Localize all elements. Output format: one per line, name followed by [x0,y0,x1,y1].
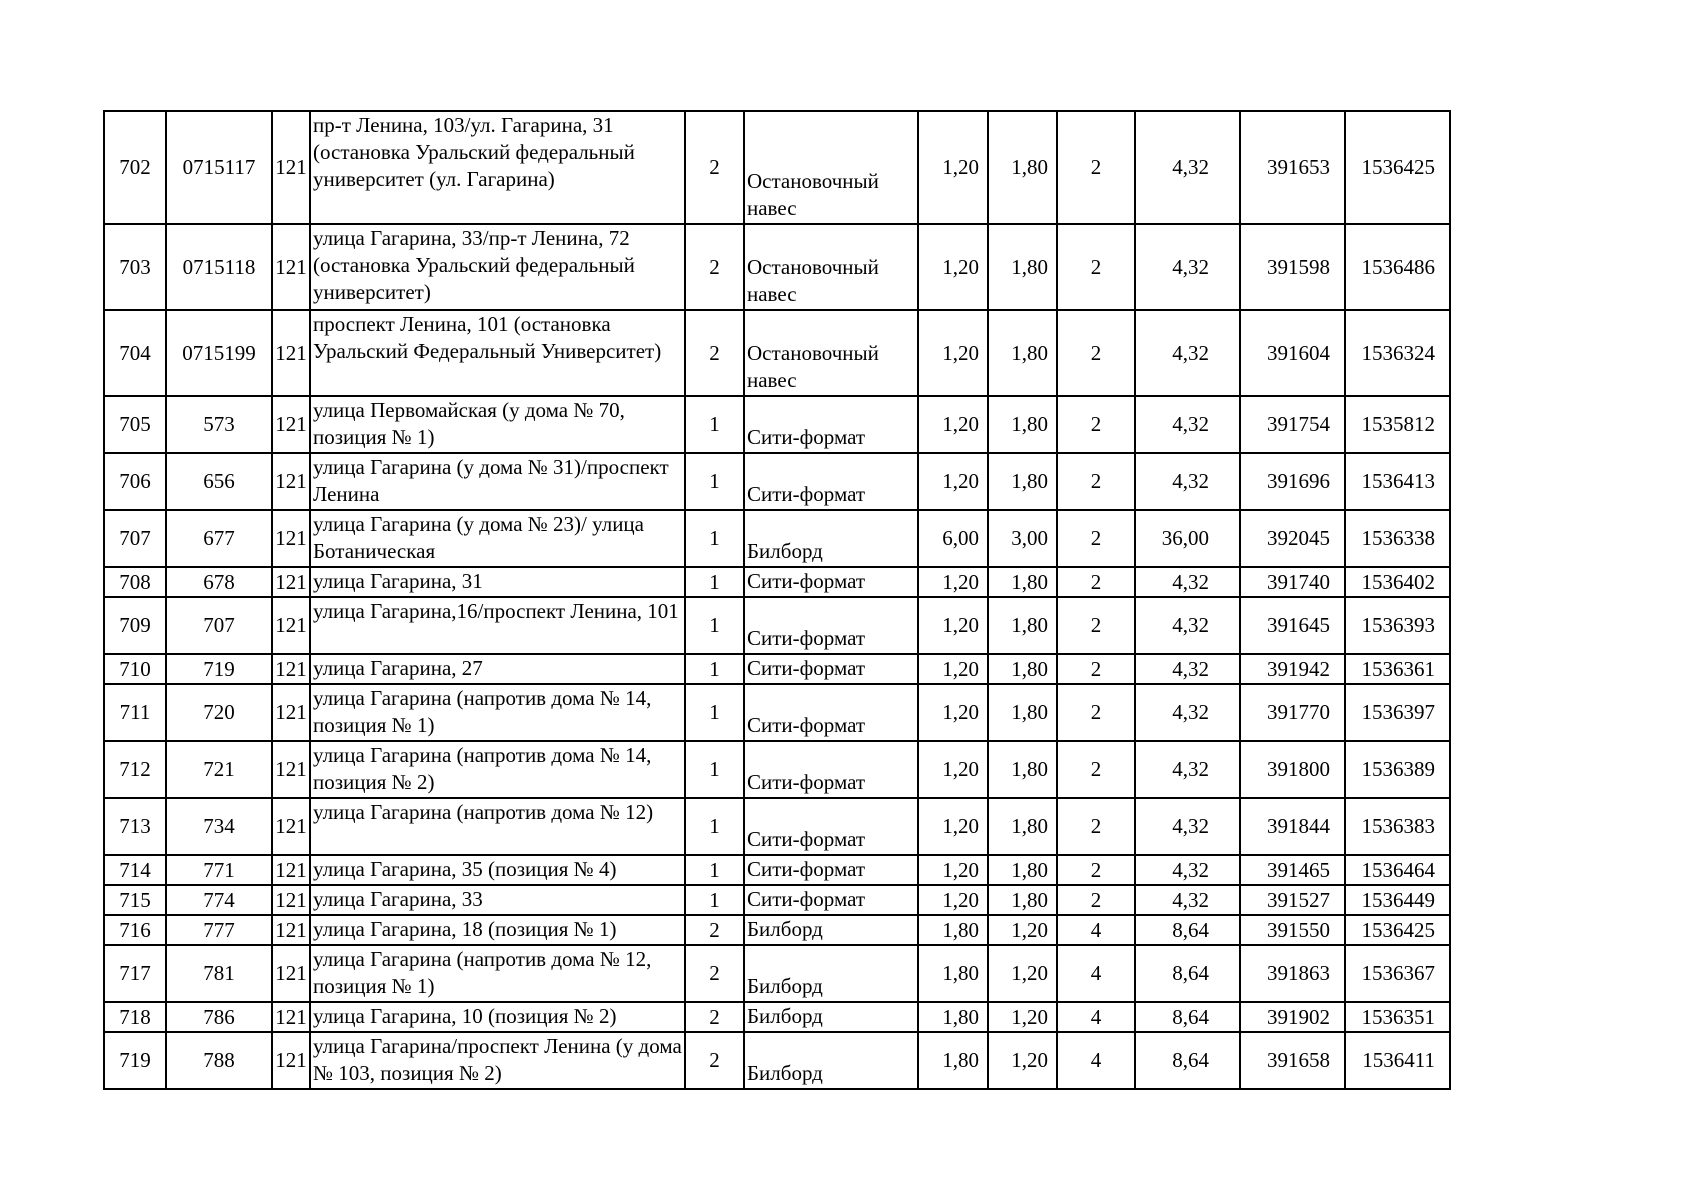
address-cell: улица Гагарина/проспект Ленина (у дома № 103, позиция № 2) [310,1032,685,1089]
row-number-cell: 714 [104,855,166,885]
structure-id-cell: 0715118 [166,224,272,310]
coordinate-x-cell: 391800 [1240,741,1345,798]
coordinate-y-cell: 1536393 [1345,597,1450,654]
coordinate-x-cell: 391645 [1240,597,1345,654]
table-row [104,684,1450,741]
zone-code-cell: 121 [272,1002,310,1032]
quantity-cell: 2 [1057,111,1135,224]
address-cell: улица Гагарина, 31 [310,567,685,597]
width-cell: 1,20 [918,741,988,798]
zone-code-cell: 121 [272,885,310,915]
width-cell: 1,20 [918,855,988,885]
address-cell: улица Гагарина, 33/пр-т Ленина, 72 (остановка Уральский федеральный университет) [310,224,685,310]
coordinate-x-cell: 391658 [1240,1032,1345,1089]
row-number-cell: 709 [104,597,166,654]
structure-id-cell: 678 [166,567,272,597]
sides-count-cell: 1 [685,567,744,597]
address-cell: улица Первомайская (у дома № 70, позиция № 1) [310,396,685,453]
structure-id-cell: 677 [166,510,272,567]
row-number-cell: 712 [104,741,166,798]
table-row [104,597,1450,654]
structure-type-cell: Сити-формат [744,684,918,741]
table-row [104,741,1450,798]
row-number-cell: 704 [104,310,166,396]
structure-id-cell: 721 [166,741,272,798]
area-cell: 8,64 [1135,1002,1240,1032]
height-cell: 1,80 [988,684,1057,741]
table-row [104,1002,1450,1032]
quantity-cell: 2 [1057,798,1135,855]
advertising-structures-table [103,110,1451,1090]
zone-code-cell: 121 [272,654,310,684]
coordinate-y-cell: 1536425 [1345,111,1450,224]
address-cell: улица Гагарина, 33 [310,885,685,915]
area-cell: 8,64 [1135,945,1240,1002]
structure-type-cell: Остановочный навес [744,310,918,396]
table-row [104,945,1450,1002]
address-cell: улица Гагарина, 18 (позиция № 1) [310,915,685,945]
zone-code-cell: 121 [272,945,310,1002]
structure-type-cell: Сити-формат [744,597,918,654]
table-row [104,111,1450,224]
row-number-cell: 716 [104,915,166,945]
coordinate-x-cell: 391653 [1240,111,1345,224]
structure-type-cell: Сити-формат [744,798,918,855]
width-cell: 1,20 [918,453,988,510]
sides-count-cell: 1 [685,741,744,798]
quantity-cell: 2 [1057,855,1135,885]
zone-code-cell: 121 [272,224,310,310]
quantity-cell: 2 [1057,310,1135,396]
zone-code-cell: 121 [272,1032,310,1089]
structure-id-cell: 777 [166,915,272,945]
structure-type-cell: Сити-формат [744,396,918,453]
sides-count-cell: 1 [685,597,744,654]
coordinate-x-cell: 391942 [1240,654,1345,684]
coordinate-x-cell: 391604 [1240,310,1345,396]
quantity-cell: 2 [1057,224,1135,310]
coordinate-y-cell: 1536464 [1345,855,1450,885]
structure-type-cell: Билборд [744,945,918,1002]
zone-code-cell: 121 [272,855,310,885]
table-row [104,855,1450,885]
structure-type-cell: Сити-формат [744,567,918,597]
row-number-cell: 717 [104,945,166,1002]
height-cell: 1,80 [988,224,1057,310]
coordinate-y-cell: 1536338 [1345,510,1450,567]
width-cell: 1,20 [918,798,988,855]
area-cell: 36,00 [1135,510,1240,567]
address-cell: улица Гагарина, 27 [310,654,685,684]
quantity-cell: 2 [1057,654,1135,684]
table-row [104,915,1450,945]
width-cell: 1,20 [918,885,988,915]
address-cell: улица Гагарина, 35 (позиция № 4) [310,855,685,885]
coordinate-x-cell: 391740 [1240,567,1345,597]
structure-id-cell: 786 [166,1002,272,1032]
row-number-cell: 702 [104,111,166,224]
coordinate-y-cell: 1536425 [1345,915,1450,945]
row-number-cell: 707 [104,510,166,567]
quantity-cell: 2 [1057,510,1135,567]
address-cell: улица Гагарина (напротив дома № 14, позиция № 2) [310,741,685,798]
height-cell: 1,80 [988,855,1057,885]
structure-type-cell: Сити-формат [744,654,918,684]
address-cell: пр-т Ленина, 103/ул. Гагарина, 31 (остановка Уральский федеральный университет (ул. Гагарина) [310,111,685,224]
height-cell: 1,80 [988,396,1057,453]
zone-code-cell: 121 [272,111,310,224]
height-cell: 1,80 [988,310,1057,396]
address-cell: улица Гагарина (у дома № 31)/проспект Ленина [310,453,685,510]
quantity-cell: 2 [1057,885,1135,915]
row-number-cell: 706 [104,453,166,510]
height-cell: 1,20 [988,1002,1057,1032]
quantity-cell: 2 [1057,396,1135,453]
area-cell: 4,32 [1135,684,1240,741]
structure-id-cell: 573 [166,396,272,453]
coordinate-y-cell: 1536367 [1345,945,1450,1002]
sides-count-cell: 1 [685,396,744,453]
area-cell: 4,32 [1135,453,1240,510]
row-number-cell: 703 [104,224,166,310]
structure-type-cell: Билборд [744,1032,918,1089]
zone-code-cell: 121 [272,310,310,396]
coordinate-x-cell: 391527 [1240,885,1345,915]
row-number-cell: 705 [104,396,166,453]
sides-count-cell: 2 [685,111,744,224]
coordinate-x-cell: 391902 [1240,1002,1345,1032]
width-cell: 1,20 [918,396,988,453]
coordinate-y-cell: 1536486 [1345,224,1450,310]
structure-id-cell: 774 [166,885,272,915]
address-cell: улица Гагарина (напротив дома № 12) [310,798,685,855]
zone-code-cell: 121 [272,597,310,654]
area-cell: 4,32 [1135,597,1240,654]
height-cell: 1,80 [988,111,1057,224]
coordinate-y-cell: 1536351 [1345,1002,1450,1032]
height-cell: 1,80 [988,453,1057,510]
sides-count-cell: 1 [685,453,744,510]
width-cell: 1,20 [918,111,988,224]
width-cell: 1,80 [918,1032,988,1089]
structure-id-cell: 656 [166,453,272,510]
table-row [104,654,1450,684]
sides-count-cell: 2 [685,1002,744,1032]
table-row [104,453,1450,510]
address-cell: проспект Ленина, 101 (остановка Уральский Федеральный Университет) [310,310,685,396]
coordinate-y-cell: 1536324 [1345,310,1450,396]
area-cell: 4,32 [1135,310,1240,396]
sides-count-cell: 2 [685,224,744,310]
structure-id-cell: 771 [166,855,272,885]
width-cell: 1,20 [918,224,988,310]
sides-count-cell: 1 [685,798,744,855]
zone-code-cell: 121 [272,684,310,741]
structure-type-cell: Остановочный навес [744,111,918,224]
row-number-cell: 715 [104,885,166,915]
quantity-cell: 2 [1057,741,1135,798]
row-number-cell: 708 [104,567,166,597]
coordinate-y-cell: 1535812 [1345,396,1450,453]
structure-id-cell: 707 [166,597,272,654]
area-cell: 4,32 [1135,855,1240,885]
width-cell: 1,80 [918,1002,988,1032]
quantity-cell: 2 [1057,597,1135,654]
row-number-cell: 710 [104,654,166,684]
sides-count-cell: 1 [685,654,744,684]
width-cell: 1,80 [918,945,988,1002]
coordinate-y-cell: 1536389 [1345,741,1450,798]
area-cell: 4,32 [1135,885,1240,915]
structure-type-cell: Сити-формат [744,453,918,510]
quantity-cell: 4 [1057,1002,1135,1032]
structure-id-cell: 781 [166,945,272,1002]
coordinate-x-cell: 391844 [1240,798,1345,855]
height-cell: 1,20 [988,1032,1057,1089]
sides-count-cell: 1 [685,510,744,567]
coordinate-y-cell: 1536402 [1345,567,1450,597]
address-cell: улица Гагарина (напротив дома № 14, позиция № 1) [310,684,685,741]
table-row [104,396,1450,453]
structure-id-cell: 788 [166,1032,272,1089]
width-cell: 6,00 [918,510,988,567]
address-cell: улица Гагарина (у дома № 23)/ улица Ботаническая [310,510,685,567]
address-cell: улица Гагарина (напротив дома № 12, позиция № 1) [310,945,685,1002]
structure-id-cell: 734 [166,798,272,855]
area-cell: 8,64 [1135,1032,1240,1089]
sides-count-cell: 1 [685,885,744,915]
width-cell: 1,20 [918,567,988,597]
coordinate-y-cell: 1536397 [1345,684,1450,741]
sides-count-cell: 1 [685,684,744,741]
quantity-cell: 4 [1057,945,1135,1002]
coordinate-x-cell: 392045 [1240,510,1345,567]
zone-code-cell: 121 [272,798,310,855]
table-body [104,111,1450,1089]
zone-code-cell: 121 [272,741,310,798]
coordinate-x-cell: 391863 [1240,945,1345,1002]
height-cell: 3,00 [988,510,1057,567]
coordinate-y-cell: 1536383 [1345,798,1450,855]
zone-code-cell: 121 [272,453,310,510]
quantity-cell: 2 [1057,453,1135,510]
structure-type-cell: Остановочный навес [744,224,918,310]
structure-type-cell: Сити-формат [744,741,918,798]
coordinate-x-cell: 391598 [1240,224,1345,310]
structure-type-cell: Билборд [744,915,918,945]
coordinate-y-cell: 1536361 [1345,654,1450,684]
coordinate-x-cell: 391696 [1240,453,1345,510]
coordinate-y-cell: 1536413 [1345,453,1450,510]
structure-type-cell: Сити-формат [744,885,918,915]
coordinate-y-cell: 1536411 [1345,1032,1450,1089]
quantity-cell: 4 [1057,1032,1135,1089]
width-cell: 1,20 [918,654,988,684]
height-cell: 1,20 [988,945,1057,1002]
address-cell: улица Гагарина,16/проспект Ленина, 101 [310,597,685,654]
sides-count-cell: 2 [685,1032,744,1089]
height-cell: 1,20 [988,915,1057,945]
zone-code-cell: 121 [272,396,310,453]
area-cell: 4,32 [1135,396,1240,453]
area-cell: 4,32 [1135,741,1240,798]
area-cell: 4,32 [1135,567,1240,597]
height-cell: 1,80 [988,597,1057,654]
table-row [104,798,1450,855]
zone-code-cell: 121 [272,915,310,945]
sides-count-cell: 2 [685,915,744,945]
height-cell: 1,80 [988,654,1057,684]
coordinate-x-cell: 391550 [1240,915,1345,945]
quantity-cell: 4 [1057,915,1135,945]
table-row [104,1032,1450,1089]
structure-type-cell: Билборд [744,510,918,567]
area-cell: 4,32 [1135,111,1240,224]
width-cell: 1,80 [918,915,988,945]
structure-type-cell: Билборд [744,1002,918,1032]
table-row [104,310,1450,396]
structure-id-cell: 0715117 [166,111,272,224]
row-number-cell: 711 [104,684,166,741]
table-row [104,224,1450,310]
height-cell: 1,80 [988,741,1057,798]
table-row [104,510,1450,567]
quantity-cell: 2 [1057,684,1135,741]
zone-code-cell: 121 [272,510,310,567]
structure-id-cell: 720 [166,684,272,741]
width-cell: 1,20 [918,310,988,396]
height-cell: 1,80 [988,567,1057,597]
sides-count-cell: 1 [685,855,744,885]
area-cell: 4,32 [1135,224,1240,310]
table-row [104,885,1450,915]
area-cell: 8,64 [1135,915,1240,945]
width-cell: 1,20 [918,684,988,741]
structure-type-cell: Сити-формат [744,855,918,885]
area-cell: 4,32 [1135,798,1240,855]
height-cell: 1,80 [988,798,1057,855]
width-cell: 1,20 [918,597,988,654]
row-number-cell: 713 [104,798,166,855]
address-cell: улица Гагарина, 10 (позиция № 2) [310,1002,685,1032]
coordinate-y-cell: 1536449 [1345,885,1450,915]
zone-code-cell: 121 [272,567,310,597]
area-cell: 4,32 [1135,654,1240,684]
row-number-cell: 718 [104,1002,166,1032]
coordinate-x-cell: 391465 [1240,855,1345,885]
structure-id-cell: 0715199 [166,310,272,396]
height-cell: 1,80 [988,885,1057,915]
quantity-cell: 2 [1057,567,1135,597]
coordinate-x-cell: 391770 [1240,684,1345,741]
sides-count-cell: 2 [685,945,744,1002]
structure-id-cell: 719 [166,654,272,684]
sides-count-cell: 2 [685,310,744,396]
table-row [104,567,1450,597]
row-number-cell: 719 [104,1032,166,1089]
coordinate-x-cell: 391754 [1240,396,1345,453]
